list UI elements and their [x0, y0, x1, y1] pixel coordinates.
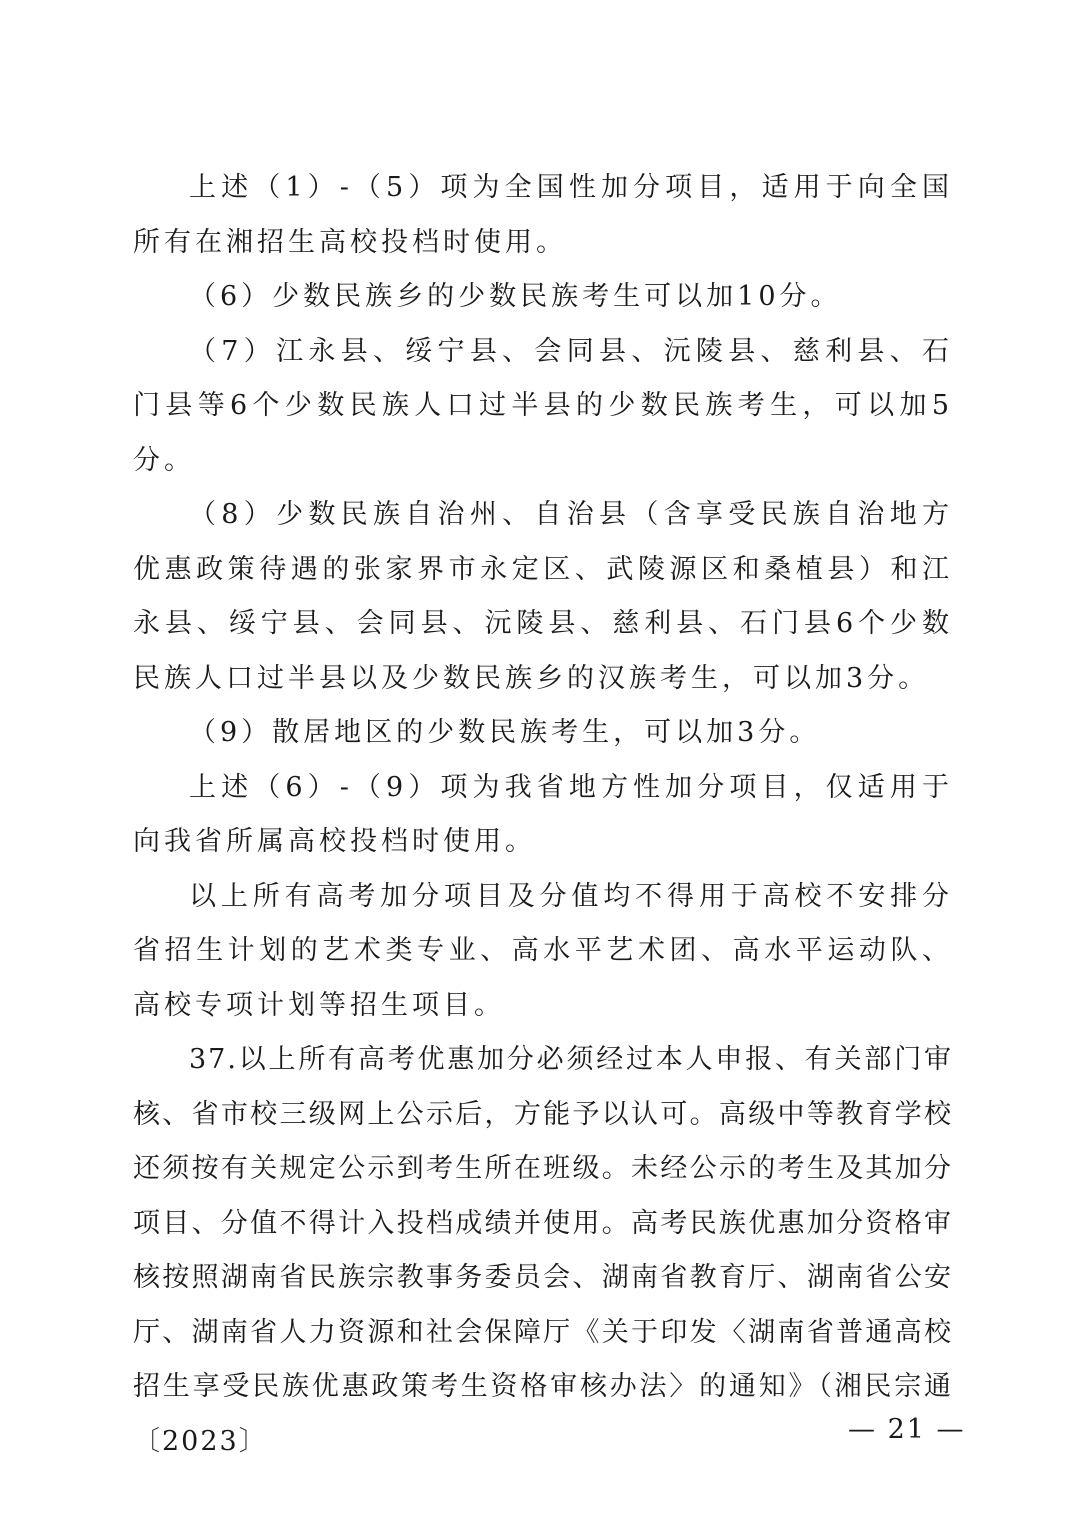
paragraph-item-9: （9）散居地区的少数民族考生，可以加3分。 — [189, 717, 821, 748]
paragraph-item-6: （6）少数民族乡的少数民族考生可以加10分。 — [189, 281, 842, 312]
paragraph-local-bonus-scope: 上述（6）-（9）项为我省地方性加分项目，仅适用于向我省所属高校投档时使用。 — [133, 771, 953, 857]
page-number: — 21 — — [848, 1414, 966, 1445]
paragraph-national-bonus-scope: 上述（1）-（5）项为全国性加分项目，适用于向全国所有在湘招生高校投档时使用。 — [133, 172, 953, 258]
document-body — [133, 161, 953, 1469]
paragraph-article-37: 37.以上所有高考优惠加分必须经过本人申报、有关部门审核、省市校三级网上公示后，方能予以认可。高级中等教育学校还须按有关规定公示到考生所在班级。未经公示的考生及其加分项目、分值不得计入投档成绩并使用。高考民族优惠加分资格审核按照湖南省民族宗教事务委员会、湖南省教育厅、湖南省公安厅、湖南省人力资源和社会保障厅《关于印发〈湖南省普通高校招生享受民族优惠政策考生资格审核办法〉的通知》（湘民宗通〔2023〕 — [133, 1044, 953, 1457]
paragraph-bonus-exclusions: 以上所有高考加分项目及分值均不得用于高校不安排分省招生计划的艺术类专业、高水平艺术团、高水平运动队、高校专项计划等招生项目。 — [133, 880, 953, 1021]
paragraph-item-7: （7）江永县、绥宁县、会同县、沅陵县、慈利县、石门县等6个少数民族人口过半县的少数民族考生，可以加5分。 — [133, 335, 953, 476]
paragraph-item-8: （8）少数民族自治州、自治县（含享受民族自治地方优惠政策待遇的张家界市永定区、武陵源区和桑植县）和江永县、绥宁县、会同县、沅陵县、慈利县、石门县6个少数民族人口过半县以及少数民族乡的汉族考生，可以加3分。 — [133, 499, 953, 694]
